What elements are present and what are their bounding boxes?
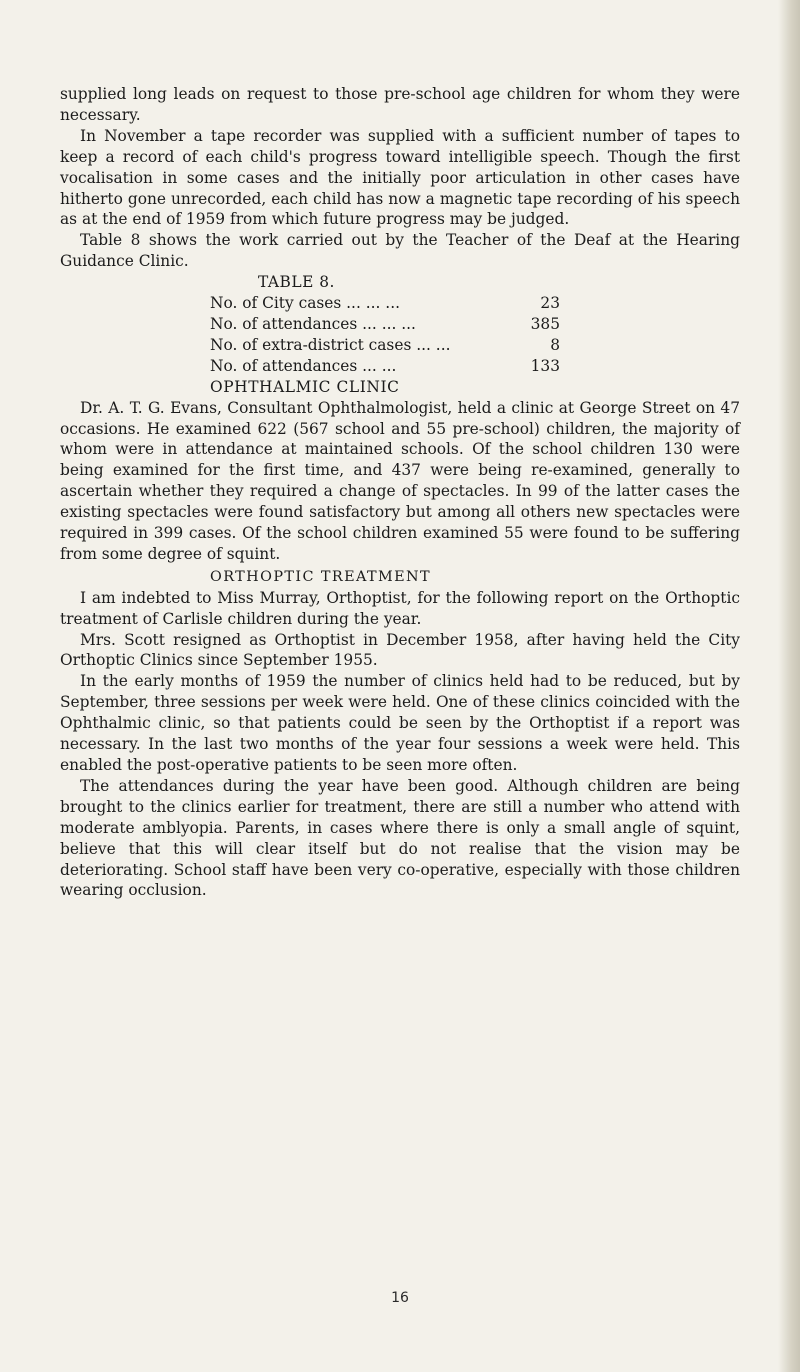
table-8-title: TABLE 8.	[258, 273, 335, 292]
page-edge-shadow	[778, 0, 800, 1372]
ophthalmic-paragraph: Dr. A. T. G. Evans, Consultant Ophthalmologist, held a clinic at George Street on 47 occasions. He examined 622 (567 school and 55 pre-school) children, the majority of whom were in attendance at maintained schools. Of the school children 130 were being examined for the first time, and 437 were being re-examined, generally to ascertain whether they required a change of spectacles. In 99 of the latter cases the existing spectacles were found satisfactory but among all others new spectacles were required in 399 cases. Of the school children examined 55 were found to be suffering from some degree of squint.	[60, 398, 740, 563]
orthoptic-paragraph-4: The attendances during the year have been good. Although children are being brought to the clinics earlier for treatment, there are still a number who attend with moderate amblyopia. Parents, in cases where there is only a small angle of squint, believe that this will clear itself but do not realise that the vision may be deteriorating. School staff have been very co-operative, especially with those children wearing occlusion.	[60, 776, 740, 900]
table-row-value: 133	[530, 356, 560, 375]
document-page	[60, 84, 740, 901]
table-row-value: 23	[540, 294, 560, 313]
table-row-label: No. of attendances ... ...	[210, 356, 397, 375]
page-number: 16	[391, 1290, 409, 1306]
table-row	[210, 314, 560, 335]
intro-paragraph-3: Table 8 shows the work carried out by the Teacher of the Deaf at the Hearing Guidance Clinic.	[60, 231, 740, 271]
table-row	[210, 293, 560, 314]
ophthalmic-clinic-heading: OPHTHALMIC CLINIC	[210, 377, 400, 396]
orthoptic-paragraph-3: In the early months of 1959 the number of clinics held had to be reduced, but by September, three sessions per week were held. One of these clinics coincided with the Ophthalmic clinic, so that patients could be seen by the Orthoptist if a report was necessary. In the last two months of the year four sessions a week were held. This enabled the post-operative patients to be seen more often.	[60, 672, 740, 774]
table-row	[210, 356, 560, 377]
table-row-value: 385	[530, 314, 560, 333]
intro-paragraph-1: supplied long leads on request to those pre-school age children for whom they were necessary.	[60, 85, 740, 124]
orthoptic-treatment-heading: ORTHOPTIC TREATMENT	[210, 568, 432, 585]
table-row-label: No. of City cases ... ... ...	[210, 294, 400, 313]
table-row-label: No. of extra-district cases ... ...	[210, 335, 451, 354]
orthoptic-paragraph-1: I am indebted to Miss Murray, Orthoptist, for the following report on the Orthoptic treatment of Carlisle children during the year.	[60, 588, 740, 628]
table-row-value: 8	[550, 335, 560, 354]
table-8	[210, 293, 560, 377]
orthoptic-paragraph-2: Mrs. Scott resigned as Orthoptist in December 1958, after having held the City Orthoptic Clinics since September 1955.	[60, 630, 740, 670]
intro-paragraph-2: In November a tape recorder was supplied with a sufficient number of tapes to keep a record of each child's progress toward intelligible speech. Though the first vocalisation in some cases and the initially poor articulation in other cases have hitherto gone unrecorded, each child has now a magnetic tape recording of his speech as at the end of 1959 from which future progress may be judged.	[60, 126, 740, 229]
table-row	[210, 335, 560, 356]
table-row-label: No. of attendances ... ... ...	[210, 314, 416, 333]
